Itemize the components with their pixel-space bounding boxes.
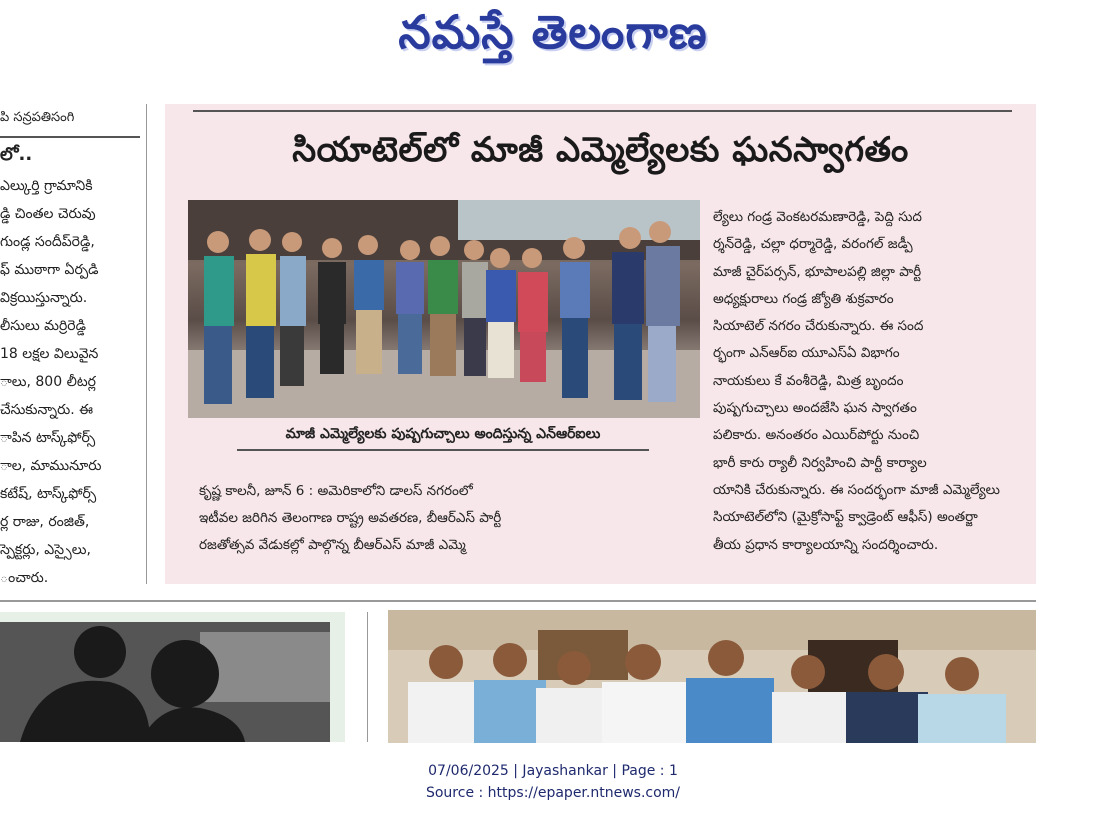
- masthead-title: నమస్తే తెలంగాణ: [398, 5, 708, 59]
- footer-source: Source : https://epaper.ntnews.com/: [425, 785, 681, 801]
- article-body-line: రజతోత్సవ వేడుకల్లో పాల్గొన్న బీఆర్‌ఎస్ మాజీ ఎమ్మె: [199, 537, 466, 553]
- masthead: [0, 6, 1106, 70]
- left-column-body: [0, 172, 140, 592]
- article-body-line: ర్భంగా ఎన్‌ఆర్‌ఐ యూఎస్‌ఏ విభాగం: [713, 345, 900, 362]
- article-body-line: పుష్పగుచ్చాలు అందజేసి ఘన స్వాగతం: [713, 400, 917, 417]
- article-body-line: ల్యేలు గండ్ర వెంకటరమణారెడ్డి, పెద్ది సుద: [713, 209, 922, 225]
- article-top-rule: [193, 110, 1012, 112]
- main-article: [165, 104, 1036, 584]
- photo-caption: మాజీ ఎమ్మెల్యేలకు పుష్పగుచ్చాలు అందిస్తున్న ఎన్‌ఆర్‌ఐలు: [237, 426, 649, 451]
- left-column-article: [0, 104, 140, 592]
- left-column-line: ాపిన టాస్క్‌ఫోర్స్: [0, 430, 96, 446]
- bottom-left-photo: [0, 612, 345, 742]
- left-column-line: 18 లక్షల విలువైన: [0, 346, 99, 362]
- footer-date-edition: 07/06/2025 | Jayashankar | Page : 1: [428, 763, 678, 779]
- left-column-line: ఫ్ ముఠాగా ఏర్పడి: [0, 262, 99, 278]
- bottom-right-photo: [388, 610, 1036, 743]
- left-column-line: డ్డి చింతల చెరువు: [0, 206, 96, 222]
- left-column-line: ంచారు.: [0, 570, 49, 586]
- group-photo-illustration: [188, 200, 700, 418]
- article-body-line: ఇటీవల జరిగిన తెలంగాణ రాష్ట్ర అవతరణ, బీఆర్‌ఎస్ పార్టీ: [199, 510, 502, 526]
- left-column-line: కటేష్, టాస్క్‌ఫోర్స్: [0, 486, 97, 502]
- left-column-head: పి సన్రపతిసంగి: [0, 104, 140, 138]
- article-body-left: [199, 478, 591, 559]
- article-headline: సియాటెల్‌లో మాజీ ఎమ్మెల్యేలకు ఘనస్వాగతం: [292, 130, 909, 170]
- column-divider: [146, 104, 147, 584]
- silhouette-photo-illustration: [0, 612, 345, 742]
- article-body-line: సియాటెల్‌లోని (మైక్రోసాఫ్ట్ క్వాడ్రెంట్ ఆఫీస్) అంతర్జా: [713, 509, 978, 526]
- left-column-line: లీసులు మర్రిరెడ్డి: [0, 318, 86, 334]
- article-body-line: యానికి చేరుకున్నారు. ఈ సందర్భంగా మాజీ ఎమ్మెల్యేలు: [713, 481, 1000, 498]
- article-photo: [188, 200, 700, 418]
- left-column-line: చేసుకున్నారు. ఈ: [0, 402, 94, 418]
- article-body-line: అధ్యక్షురాలు గండ్ర జ్యోతి శుక్రవారం: [713, 290, 894, 307]
- article-body-right: [713, 204, 1013, 559]
- left-column-line: ాల, మామునూరు: [0, 458, 102, 474]
- group-photo-illustration: [388, 610, 1036, 743]
- left-column-line: ర్ల రాజు, రంజిత్,: [0, 514, 90, 530]
- left-column-line: గుండ్ల సందీప్‌రెడ్డి,: [0, 234, 95, 250]
- section-divider: [0, 600, 1036, 602]
- article-body-line: మాజీ చైర్‌పర్సన్, భూపాలపల్లి జిల్లా పార్టీ: [713, 263, 922, 280]
- article-body-line: భారీ కారు ర్యాలీ నిర్వహించి పార్టీ కార్యాల: [713, 454, 927, 471]
- article-body-line: కృష్ణ కాలనీ, జూన్ 6 : అమెరికాలోని డాలస్ నగరంలో: [199, 483, 473, 499]
- article-body-line: సియాటెల్ నగరం చేరుకున్నారు. ఈ సంద: [713, 318, 924, 335]
- left-column-line: ాలు, 800 లీటర్ల: [0, 374, 96, 390]
- article-body-line: పలికారు. అనంతరం ఎయిర్‌పోర్టు నుంచి: [713, 427, 920, 444]
- left-column-line: ఎల్కుర్తి గ్రామానికి: [0, 178, 93, 194]
- article-body-line: నాయకులు కే వంశీరెడ్డి, మిత్ర బృందం: [713, 372, 904, 389]
- left-column-line: స్పెక్టర్లు, ఎస్సైలు,: [0, 542, 91, 558]
- left-column-line: విక్రయిస్తున్నారు.: [0, 290, 88, 306]
- bottom-column-divider: [367, 612, 368, 742]
- article-body-line: ర్శన్‌రెడ్డి, చల్లా ధర్మారెడ్డి, వరంగల్ జడ్పీ: [713, 236, 913, 253]
- page-footer: [0, 760, 1106, 804]
- article-body-line: తీయ ప్రధాన కార్యాలయాన్ని సందర్శించారు.: [713, 536, 939, 553]
- left-column-subhead: లో..: [0, 144, 33, 165]
